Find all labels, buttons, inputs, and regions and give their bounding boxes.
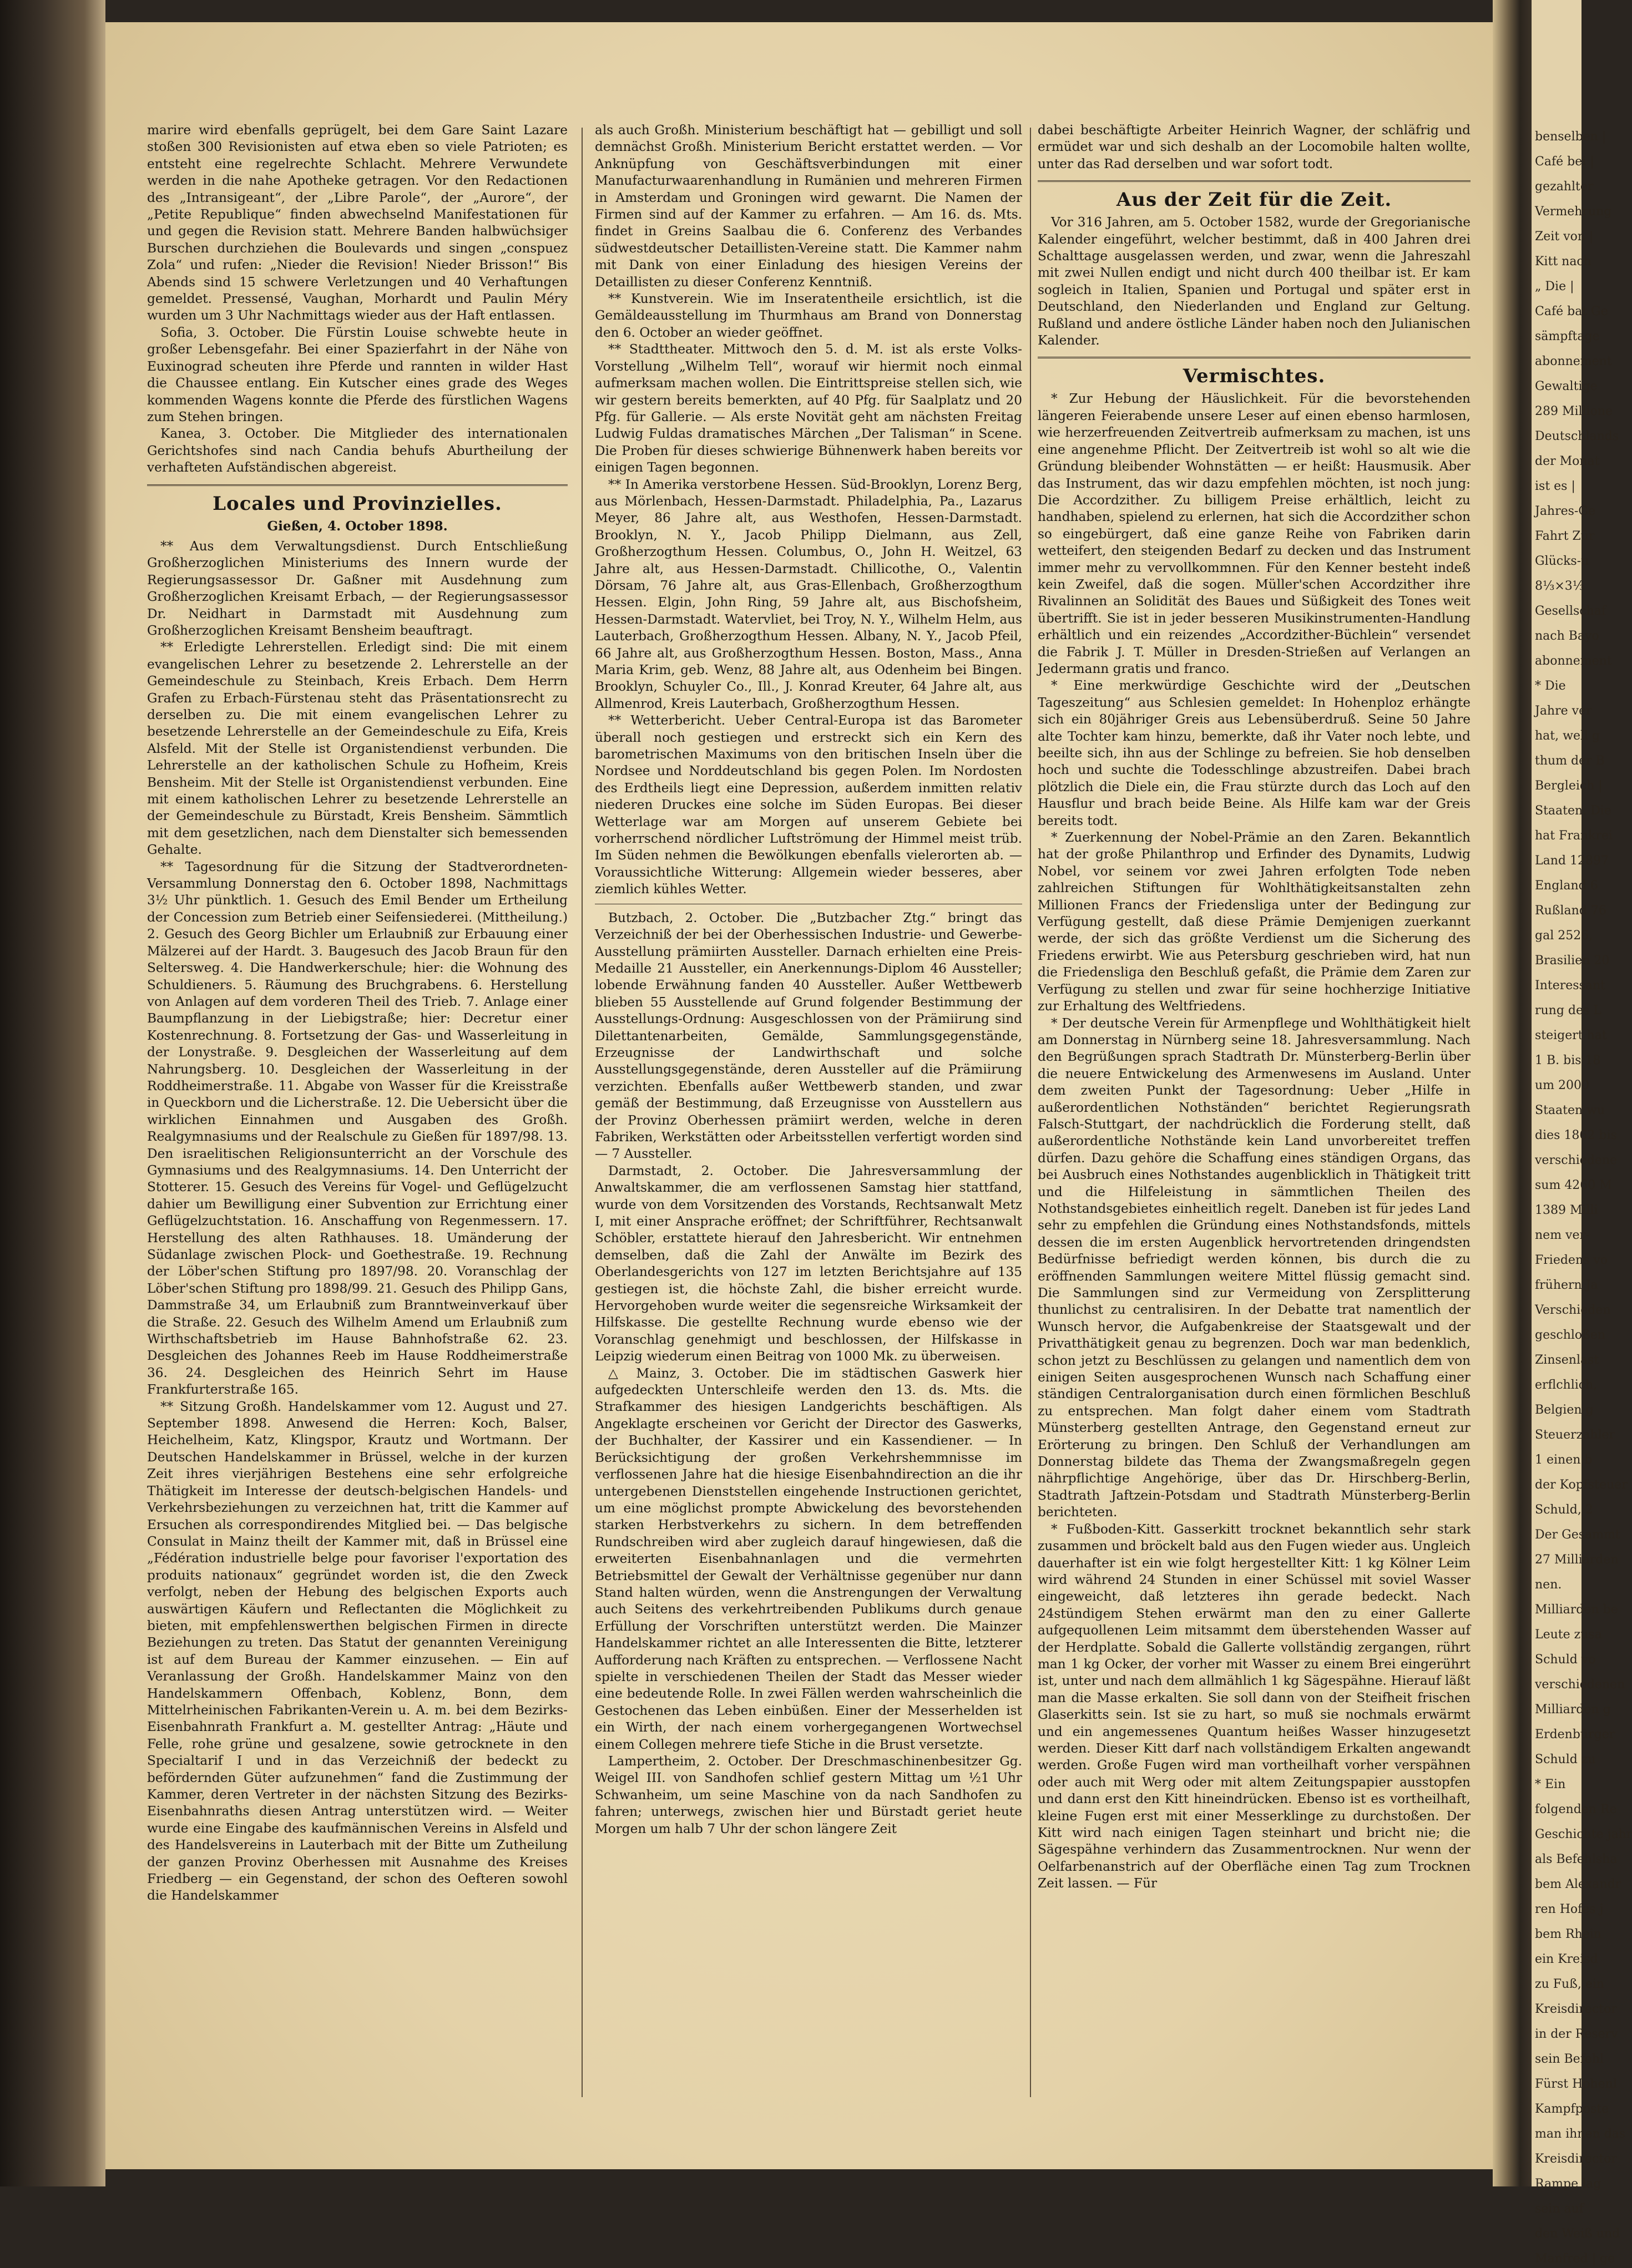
facing-page-fragment: dies 1862 bis (1535, 1128, 1617, 1142)
facing-page-fragment: abonnement (1535, 355, 1612, 368)
facing-page-fragment: der Kopfsteuer (1535, 1478, 1628, 1492)
facing-page-fragment: Verschieden (1535, 1303, 1611, 1317)
facing-page-fragment: man ihnen das (1535, 2127, 1626, 2141)
section-divider (1038, 357, 1471, 358)
facing-page-fragment: sum 4260 M (1535, 1178, 1612, 1192)
dateline: Gießen, 4. October 1898. (267, 518, 448, 534)
facing-page-fragment: Schuld vo (1535, 1653, 1596, 1667)
facing-page-fragment: nem ver- (1535, 1228, 1590, 1242)
facing-page-fragment: Kitt nach (1535, 255, 1591, 269)
facing-page-fragment: Zeit von | (1535, 230, 1594, 244)
facing-page-edge (1532, 0, 1632, 2266)
facing-page-fragment: Vermehrung (1535, 205, 1612, 219)
facing-page-fragment: Gewaltige (1535, 379, 1598, 393)
facing-page-fragment: Milliarden g (1535, 1703, 1611, 1717)
facing-page-fragment: Interessant (1535, 979, 1605, 993)
article-lampertheim-continued: dabei beschäftigte Arbeiter Heinrich Wagner, der schläfrig und ermüdet war und sich deshalb an der Locomobile halten wollte, unter das Rad derselben und war sofort todt. (1038, 123, 1471, 171)
facing-page-fragment: England 6 (1535, 879, 1598, 893)
facing-page-fragment: 1389 Milli (1535, 1203, 1598, 1217)
facing-page-fragment: Glücks-u (1535, 554, 1589, 568)
section-divider (147, 484, 568, 486)
facing-page-fragment: der Monat (1535, 454, 1600, 468)
facing-page-fragment: den Weiß und (1535, 2227, 1620, 2241)
article-haeuslichkeit: * Zur Hebung der Häuslichkeit. Für die bevorstehenden längeren Feierabende unsere Leser auf einen ebenso harmlosen, wie herzerfreuenden Zeitvertreib aufmerksam zu machen, ist uns eine angenehme Pflicht. Der Zeitvertreib ist wohl so alt wie die Gründung bleibender Wohnstätten — er heißt: Hausmusik. Aber das Instrument, das wir dazu empfehlen möchten, ist noch jung: Die Accordzither. Zu billigem Preise erhältlich, leicht zu handhaben, spielend zu erlernen, hat sich die Accordzither schon so eingebürgert, daß eine ganze Reihe von Fabriken darin wetteifert, den steigenden Bedarf zu decken und das Instrument immer mehr zu vervollkommnen. Für den Kenner besteht indeß kein Zweifel, daß die sogen. Müller'schen Accordzither ihre Rivalinnen an Solidität des Baues und Süßigkeit des Tones weit übertrifft. Sie ist in jeder besseren Musikinstrumenten-Handlung erhältlich und ein reizendes „Accordzither-Büchlein“ versendet die Fabrik J. T. Müller in Dresden-Strießen auf Verlangen an Jedermann gratis und franco. (1038, 391, 1471, 676)
facing-page-fragment: frühern Ja (1535, 1278, 1598, 1292)
section-title-vermischtes: Vermischtes. (1183, 365, 1326, 388)
section-title-locales: Locales und Provinzielles. (213, 492, 502, 515)
facing-page-fragment: nach Bayo (1535, 629, 1599, 643)
facing-page-fragment: abonnement (1535, 654, 1612, 668)
article-sofia: Sofia, 3. October. Die Fürstin Louise schwebte heute in großer Lebensgefahr. Bei einer Spazierfahrt in der Nähe von Euxinograd scheuten ihre Pferde und rannten in wilder Hast die Chaussee entlang. Ein Kutscher eines grade des Weges kommenden Wagens konnte die Pferde des fürstlichen Wagens zum Stehen bringen. (147, 325, 568, 424)
facing-page-fragment: „ Die | (1535, 280, 1574, 293)
section-title-zeit: Aus der Zeit für die Zeit. (1116, 189, 1392, 211)
facing-page-fragment: in der Reserv (1535, 2027, 1618, 2041)
facing-page-fragment: sein Befehl (1535, 2052, 1604, 2066)
facing-page-fragment: * Die (1535, 679, 1566, 693)
article-wetterbericht: ** Wetterbericht. Ueber Central-Europa ist das Barometer überall noch gestiegen und erstreckt sich ein Kern des barometrischen Maximums von den britischen Inseln über die Nordsee und Norddeutschland bis gegen Polen. Im Nordosten des Erdtheils liegt eine Depression, außerdem inmitten relativ niederen Druckes eine solche im Süden Europas. Bei dieser Wetterlage war am Morgen auf unserem Gebiete bei vorherrschend nördlicher Luftströmung der Himmel meist trüb. Im Süden nehmen die Bewölkungen ebenfalls vielerorten ab. — Voraussichtliche Witterung: Allgemein wieder besseres, aber ziemlich kühles Wetter. (595, 713, 1022, 897)
facing-page-fragment: Café bei | (1535, 155, 1594, 169)
facing-page-fragment: folgenden Re (1535, 1803, 1617, 1816)
article-fussboden-kitt: * Fußboden-Kitt. Gasserkitt trocknet bekanntlich sehr stark zusammen und bröckelt bald aus den Fugen wieder aus. Ungleich dauerhafter ist ein wie folgt hergestellter Kitt: 1 kg Kölner Leim wird während 24 Stunden in einer Schüssel mit soviel Wasser eingeweicht, daß letzteres ihn gerade bedeckt. Nach 24stündigem Stehen erwärmt man den zu einer Gallerte aufgequollenen Leim mitsammt dem überstehenden Wasser auf der Herdplatte. Sobald die Gallerte vollständig zergangen, rührt man 1 kg Ocker, der vorher mit Wasser zu einem Brei eingerührt ist, unter und nach dem allmählich 1 kg Sägespähne. Hierauf läßt man die Masse erkalten. Sie soll dann von der Steifheit frischen Glaserkitts sein. Ist sie zu hart, so muß sie nochmals erwärmt und ein angemessenes Quantum heißes Wasser hinzugesetzt werden. Dieser Kitt darf nach vollständigem Erkalten angewandt werden. Große Fugen wird man vortheilhaft vorher verspähnen oder auch mit Werg oder mit altem Zeitungspapier ausstopfen und dann erst den Kitt hineindrücken. Ebenso ist es vortheilhaft, kleine Fugen erst mit einer Messerklinge zu durchstoßen. Der Kitt wird nach einigen Tagen steinhart und bricht nie; die Sägespähne verhindern das Zusammentrocknen. Nur wenn der Oelfarbenanstrich auf der Oberfläche einen Tag zum Trocknen Zeit lassen. — Für (1038, 1521, 1471, 1891)
facing-page-fragment: verschiedenen (1535, 1678, 1625, 1692)
article-lampertheim: Lampertheim, 2. October. Der Dreschmaschinenbesitzer Gg. Weigel III. von Sandhofen schlief gestern Mittag um ½1 Uhr Schwanheim, um seine Maschine von da nach Sandhofen zu fahren; unterwegs, zwischen hier und Bürstadt geriet heute Morgen um halb 7 Uhr der schon längere Zeit (595, 1754, 1022, 1836)
facing-page-fragment: Deutschlands (1535, 429, 1619, 443)
facing-page-fragment: 289 Millione (1535, 404, 1613, 418)
facing-page-fragment: gal 2526, (1535, 929, 1593, 943)
facing-page-fragment: 1 einen b (1535, 1453, 1593, 1467)
facing-page-fragment: Bergleich | (1535, 779, 1603, 793)
facing-page-fragment: Friedens vo (1535, 1253, 1608, 1267)
column-rule (582, 128, 583, 2097)
facing-page-fragment: 8⅓×3⅓ (1535, 579, 1585, 593)
article-nobel-praemie: * Zuerkennung der Nobel-Prämie an den Zaren. Bekanntlich hat der große Philanthrop und Erfinder des Dynamits, Ludwig Nobel, vor seinem vor zwei Jahren erfolgten Tode neben zahlreichen Stiftungen für Wohlthätigkeitsanstalten zehn Millionen Francs der Friedensliga unter der Bedingung zur Verfügung gestellt, daß diese Prämie Demjenigen zuerkannt werde, der sich das größte Verdienst um die Sicherung des Friedens erwirbt. Wie aus Petersburg geschrieben wird, hat nun die Friedensliga den Beschluß gefaßt, die Prämie dem Zaren zur Verfügung zu stellen und zwar für seine hochherzige Initiative zur Erhaltung des Weltfriedens. (1038, 830, 1471, 1014)
facing-page-fragment: als Befehlsha (1535, 1852, 1618, 1866)
facing-page-fragment: erflchlich, (1535, 1378, 1598, 1392)
facing-page-fragment: sämpftage (1535, 330, 1600, 343)
facing-page-fragment: geschloßen (1535, 1328, 1606, 1342)
facing-page-fragment: Schuld, 2 (1535, 1503, 1593, 1517)
article-handelskammer: ** Sitzung Großh. Handelskammer vom 12. August und 27. September 1898. Anwesend die Herren: Koch, Balser, Heichelheim, Katz, Klingspor, Krautz und Wortmann. Der Deutschen Handelskammer in Brüssel, welche in der kurzen Zeit ihres vierjährigen Bestehens eine sehr erfolgreiche Thätigkeit im Interesse der deutsch-belgischen Handels- und Verkehrsbeziehungen zu verzeichnen hat, tritt die Kammer auf Ersuchen als correspondirendes Mitglied bei. — Das belgische Consulat in Mainz theilt der Kammer mit, daß in Brüssel eine „Fédération industrielle belge pour favoriser l'exportation des produits nationaux“ gegründet worden ist, die den Zweck verfolgt, neben der Hebung des belgischen Exports auch auswärtigen Käufern und Reflectanten die Möglichkeit zu bieten, mit empfehlenswerthen belgischen Firmen in directe Beziehungen zu treten. Das Statut der genannten Vereinigung ist auf dem Bureau der Kammer einzusehen. — Ein auf Veranlassung der Großh. Handelskammer Mainz von den Handelskammern Offenbach, Koblenz, Bonn, dem Mittelrheinischen Fabrikanten-Verein u. A. m. bei dem Bezirks-Eisenbahnrath Frankfurt a. M. gestellter Antrag: „Häute und Felle, rohe grüne und gesalzene, sowie getrocknete in den Specialtarif I und in das Verzeichniß der bedeckt zu befördernden Güter aufzunehmen“ fand die Zustimmung der Kammer, deren Vertreter in der nächsten Sitzung des Bezirks-Eisenbahnraths diesen Antrag unterstützen wird. — Weiter wurde eine Eingabe des kaufmännischen Vereins in Alsfeld und des Handelsvereins in Lauterbach mit der Bitte um Zutheilung der ganzen Provinz Oberhessen mit Ausnahme des Kreises Friedberg — ein Gegenstand, der schon des Oefteren sowohl die Handelskammer (147, 1399, 568, 1904)
facing-page-fragment: Geschichte jahr (1535, 1827, 1632, 1841)
facing-page-fragment: zu Fuß, ein (1535, 1977, 1605, 1991)
facing-page-fragment: Jahre ver (1535, 704, 1592, 718)
article-amerika-hessen: ** In Amerika verstorbene Hessen. Süd-Brooklyn, Lorenz Berg, aus Mörlenbach, Hessen-Darmstadt. Philadelphia, Pa., Lazarus Meyer, 86 Jahre alt, aus Westhofen, Hessen-Darmstadt. Brooklyn, N. Y., Jacob Philipp Dielmann, aus Zell, Großherzogthum Hessen. Columbus, O., John H. Weitzel, 63 Jahre alt, aus Hessen-Darmstadt. Chillicothe, O., Valentin Dörsam, 76 Jahre alt, aus Gras-Ellenbach, Großherzogthum Hessen. Elgin, John Ring, 59 Jahre alt, aus Bischofsheim, Hessen-Darmstadt. Watervliet, bei Troy, N. Y., Wilhelm Helm, aus Lauterbach, Großherzogthum Hessen. Albany, N. Y., Jacob Pfeil, 66 Jahre alt, aus Großherzogthum Hessen. Boston, Mass., Anna Maria Krim, geb. Wenz, 88 Jahre alt, aus Odenheim bei Bingen. Brooklyn, Schuyler Co., Ill., J. Konrad Kreuter, 64 Jahre alt, aus Allmenrod, Kreis Lauterbach, Großherzogthum Hessen. (595, 477, 1022, 711)
facing-page-fragment: Fahrt Zür (1535, 529, 1595, 543)
facing-page-fragment: Belgien g (1535, 1403, 1594, 1417)
facing-page-fragment: Land 12897 (1535, 854, 1609, 868)
facing-page-fragment: hat, well g (1535, 729, 1600, 743)
facing-page-fragment: * Ein (1535, 1778, 1566, 1791)
facing-page-fragment: rung des L (1535, 1004, 1601, 1017)
facing-page-fragment: nen. (1535, 1578, 1562, 1592)
facing-page-fragment: Café bat Ge (1535, 305, 1608, 318)
facing-page-fragment: Gesellschaf (1535, 604, 1606, 618)
facing-page-fragment: ren Hofes j (1535, 1902, 1604, 1916)
article-stadttheater: ** Stadttheater. Mittwoch den 5. d. M. ist als erste Volks-Vorstellung „Wilhelm Tell“, worauf wir hiermit noch einmal aufmerksam machen wollen. Die Eintrittspreise stellen sich, wie wir gestern bereits bemerkten, auf 40 Pfg. für Saalplatz und 20 Pfg. für Gallerie. — Als erste Novität geht am nächsten Freitag Ludwig Fuldas dramatisches Märchen „Der Talisman“ in Scene. Die Proben für dieses schwierige Bühnenwerk haben bereits vor einigen Tagen begonnen. (595, 342, 1022, 475)
facing-page-fragment: Staaten. Die (1535, 804, 1611, 818)
facing-page-fragment: Rußland 76 (1535, 904, 1606, 918)
facing-page-fragment: Kreisdirector (1535, 2152, 1617, 2166)
facing-page-fragment: 27 Milliarden (1535, 1553, 1619, 1567)
article-armenpflege: * Der deutsche Verein für Armenpflege und Wohlthätigkeit hielt am Donnerstag in Nürnberg seine 18. Jahresversammlung. Nach den Begrüßungen sprach Stadtrath Dr. Münsterberg-Berlin über die neuere Entwickelung des Armenwesens im Ausland. Unter dem zweiten Punkt der Tagesordnung: Ueber „Hilfe in außerordentlichen Nothständen“ berichtet Regierungsrath Falsch-Stuttgart, der nachdrücklich die Forderung stellt, daß außerordentliche Nothstände kein Land unvorbereitet treffen dürfen. Dazu gehöre die Schaffung eines ständigen Organs, das bei Ausbruch eines Nothstandes augenblicklich in Thätigkeit tritt und die Hilfeleistung in sämmtlichen Theilen des Nothstandsgebietes einheitlich regelt. Daneben ist für jedes Land sehr zu empfehlen die Gründung eines Nothstandsfonds, mittels dessen die im ersten Augenblick hervortretenden dringendsten Bedürfnisse befriedigt werden können, bis durch die zu eröffnenden Sammlungen weitere Mittel flüssig gemacht sind. Die Sammlungen sind zur Vermeidung von Zersplitterung thunlichst zu centralisiren. In der Debatte trat namentlich der Wunsch hervor, die Aufgabenkreise der Staatsgewalt und der Privatthätigkeit genau zu begrenzen. Doch war man bedenklich, schon jetzt zu Beschlüssen zu gelangen und namentlich dem von einigen Seiten ausgesprochenen Wunsch nach Schaffung einer ständigen Centralorganisation durch einen förmlichen Beschluß zu entsprechen. Man folgt daher einem vom Stadtrath Münsterberg gestellten Antrage, den Gegenstand erneut zur Erörterung zu bringen. Den Schluß der Verhandlungen am Donnerstag bildete das Thema der Zwangsmaßregeln gegen nährpflichtige Angehörige, über das Dr. Hirschberg-Berlin, Stadtrath Jaftzein-Potsdam und Stadtrath Münsterberg-Berlin berichteten. (1038, 1015, 1471, 1520)
article-kunstverein: ** Kunstverein. Wie im Inseratentheile ersichtlich, ist die Gemäldeausstellung im Thurmhaus am Brand von Donnerstag den 6. October an wieder geöffnet. (595, 291, 1022, 340)
facing-page-fragment: Jahres-Ge (1535, 504, 1595, 518)
facing-page-fragment: benselben | (1535, 130, 1606, 144)
column-rule (1030, 128, 1031, 2097)
facing-page-fragment: Der Gesammt (1535, 1528, 1620, 1542)
facing-page-fragment: Kreisdirector (1535, 2002, 1617, 2016)
facing-page-fragment: Staaten wu (1535, 1103, 1605, 1117)
article-gregorian-calendar: Vor 316 Jahren, am 5. October 1582, wurde der Gregorianische Kalender eingeführt, welcher bestimmt, daß in 400 Jahren drei Schalttage ausgelassen werden, und zwar, wenn die Jahreszahl mit zwei Nullen endigt und nicht durch 400 theilbar ist. Er kam sogleich in Italien, Spanien und Portugal und später erst in Deutschland, den Niederlanden und England zur Geltung. Rußland und andere östliche Länder haben noch den Julianischen Kalender. (1038, 215, 1471, 348)
facing-page-fragment: steigert hat (1535, 1029, 1607, 1042)
facing-page-fragment: Schuld zu (1535, 1753, 1596, 1766)
facing-page-fragment: verschiedene (1535, 1153, 1618, 1167)
article-darmstadt: Darmstadt, 2. October. Die Jahresversammlung der Anwaltskammer, die am verflossenen Samstag hier stattfand, wurde von dem Vorsitzenden des Vorstands, Rechtsanwalt Metz I, mit einer Ansprache eröffnet; der Schriftführer, Rechtsanwalt Schöbler, erstattete hierauf den Jahresbericht. Wir entnehmen demselben, daß die Zahl der Anwälte im Bezirk des Oberlandesgerichts von 127 im letzten Berichtsjahre auf 135 gestiegen ist, die höchste Zahl, die bisher erreicht wurde. Hervorgehoben wurde weiter die segensreiche Wirksamkeit der Hilfskasse. Die gestellte Rechnung wurde ebenso wie der Voranschlag genehmigt und beschlossen, der Hilfskasse in Leipzig wiederum einen Beitrag von 1000 Mk. zu überweisen. (595, 1163, 1022, 1364)
article-lehrerstellen: ** Erledigte Lehrerstellen. Erledigt sind: Die mit einem evangelischen Lehrer zu besetzende 2. Lehrerstelle an der Gemeindeschule zu Steinbach, Kreis Erbach. Dem Herrn Grafen zu Erbach-Fürstenau steht das Präsentationsrecht zu derselben zu. Die mit einem evangelischen Lehrer zu besetzende Lehrerstelle an der Gemeindeschule zu Eifa, Kreis Alsfeld. Mit der Stelle ist Organistendienst verbunden. Die Lehrerstelle an der katholischen Schule zu Hofheim, Kreis Bensheim. Mit der Stelle ist Organistendienst verbunden. Eine mit einem katholischen Lehrer zu besetzende Lehrerstelle an der Gemeindeschule zu Bürstadt, Kreis Bensheim. Sämmtlich mit dem gesetzlichen, nach dem Dienstalter sich bemessenden Gehalte. (147, 640, 568, 858)
facing-page-fragment: Milliarden be (1535, 1603, 1618, 1617)
article-butzbach: Butzbach, 2. October. Die „Butzbacher Ztg.“ bringt das Verzeichniß der bei der Oberhessischen Industrie- und Gewerbe-Ausstellung prämiirten Aussteller. Darnach erhielten eine Preis-Medaille 21 Aussteller, ein Anerkennungs-Diplom 46 Aussteller; lobende Erwähnung fanden 40 Aussteller. Außer Wettbewerb blieben 55 Ausstellende auf Grund folgender Bestimmung der Ausstellungs-Ordnung: Ausgeschlossen von der Prämiirung sind Dilettantenarbeiten, Gemälde, Sammlungsgegenstände, Erzeugnisse der Landwirthschaft und solche Ausstellungsgegenstände, deren Aussteller auf die Prämiirung verzichten. Ebenfalls außer Wettbewerb standen, und zwar gemäß der Bestimmung, daß Erzeugnisse von Ausstellern aus der Provinz Oberhessen prämiirt werden, welche in deren Fabriken, Werkstätten oder Arbeitsstellen verfertigt worden sind — 7 Aussteller. (595, 910, 1022, 1162)
article-kanea: Kanea, 3. October. Die Mitglieder des internationalen Gerichtshofes sind nach Candia behufs Aburtheilung der verhafteten Aufständischen abgereist. (147, 426, 568, 475)
article-geschichte: * Eine merkwürdige Geschichte wird der „Deutschen Tageszeitung“ aus Schlesien gemeldet: In Hohenploz erhängte sich ein 80jähriger Greis aus Lebensüberdruß. Seine 50 Jahre alte Tochter kam hinzu, bemerkte, daß ihr Vater noch lebte, und beeilte sich, ihn aus der Schlinge zu befreien. Sie hob denselben hoch und suchte die Todesschlinge abzustreifen. Dabei brach plötzlich die Diele ein, die Frau stürzte durch das Loch auf den Hausflur und brach beide Beine. Als Hilfe kam war der Greis bereits todt. (1038, 678, 1471, 828)
article-mainz: △ Mainz, 3. October. Die im städtischen Gaswerk hier aufgedeckten Unterschleife werden den 13. ds. Mts. die Strafkammer des hiesigen Landgerichts beschäftigen. Als Angeklagte erscheinen vor Gericht der Director des Gaswerks, der Buchhalter, der Kassirer und ein Kassendiener. — In Berücksichtigung der großen Verkehrshemmnisse im verflossenen Jahre hat die hiesige Eisenbahndirection an die ihr untergebenen Dienststellen eingehende Instructionen gerichtet, um eine möglichst prompte Abwickelung des bevorstehenden starken Herbstverkehrs zu sichern. In dem betreffenden Rundschreiben wird aber zugleich darauf hingewiesen, daß die erweiterten Eisenbahnanlagen und die vermehrten Betriebsmittel der Gewalt der Verhältnisse gegenüber nur dann Stand halten würden, wenn die Anstrengungen der Verwaltung auch Seitens des verkehrtreibenden Publikums durch genaue Erfüllung der Vorschriften unterstützt werden. Die Mainzer Handelskammer richtet an alle Interessenten die Bitte, letzterer Aufforderung nach Kräften zu entsprechen. — Verflossene Nacht spielte in verschiedenen Theilen der Stadt das Messer wieder eine bedeutende Rolle. In zwei Fällen werden wahrscheinlich die Gestochenen das Leben einbüßen. Einer der Messerhelden ist ein Wirth, der nach einem vorhergegangenen Wortwechsel einem Collegen mehrere tiefe Stiche in die Brust versetzte. (595, 1365, 1022, 1752)
column-3 (1038, 122, 1471, 2097)
article-verwaltungsdienst: ** Aus dem Verwaltungsdienst. Durch Entschließung Großherzoglichen Ministeriums des Innern wurde der Regierungsassessor Dr. Gaßner mit Ausdehnung zum Großherzoglichen Kreisamt Erbach, — der Regierungsassessor Dr. Neidhart in Darmstadt mit Ausdehnung zum Großherzoglichen Kreisamt Bensheim beauftragt. (147, 538, 568, 638)
facing-page-fragment: thum der B (1535, 754, 1605, 768)
section-divider (1038, 180, 1471, 182)
column-2 (595, 122, 1022, 2097)
facing-page-fragment: bem Rhein (1535, 1927, 1601, 1941)
facing-page-fragment: Erdenbürger (1535, 1728, 1615, 1742)
article-tagesordnung: ** Tagesordnung für die Sitzung der Stadtverordneten-Versammlung Donnerstag den 6. October 1898, Nachmittags 3½ Uhr pünktlich. 1. Gesuch des Emil Bender um Ertheilung der Concession zum Betrieb einer Seifensiederei. (Mittheilung.) 2. Gesuch des Georg Bichler um Erlaubniß zur Erbauung einer Mälzerei auf der Hardt. 3. Baugesuch des Jacob Braun für den Seltersweg. 4. Die Handwerkerschule; hier: die Wohnung des Schuldieners. 5. Räumung des Bruchgrabens. 6. Herstellung von Anlagen auf dem vorderen Theil des Trieb. 7. Anlage einer Baumpflanzung in der Liebigstraße; hier: Decretur einer Kostenrechnung. 8. Fortsetzung der Gas- und Wasserleitung in der Lonystraße. 9. Desgleichen der Wasserleitung auf dem Nahrungsberg. 10. Desgleichen der Wasserleitung in der Roddheimerstraße. 11. Abgabe von Wasser für die Kreisstraße in Queckborn und die Licherstraße. 12. Die Uebersicht über die wirklichen Einnahmen und Ausgaben des Großh. Realgymnasiums und der Realschule zu Gießen für 1897/98. 13. Den israelitischen Religionsunterricht an der Vorschule des Gymnasiums und des Realgymnasiums. 14. Den Unterricht der Stotterer. 15. Gesuch des Vereins für Vogel- und Geflügelzucht dahier um Bewilligung einer Subvention zur Errichtung einer Geflügelzuchtstation. 16. Anschaffung von Regenmessern. 17. Herstellung des alten Rathhauses. 18. Umänderung der Südanlage zwischen Plock- und Goethestraße. 19. Rechnung der Löber'schen Stiftung pro 1897/98. 20. Voranschlag der Löber'schen Stiftung pro 1898/99. 21. Gesuch des Philipp Gans, Dammstraße 34, um Erlaubniß zum Branntweinverkauf über die Straße. 22. Gesuch des Wilhelm Amend um Erlaubniß zum Wirthschaftsbetrieb im Hause Bahnhofstraße 62. 23. Desgleichen des Johannes Reeb im Hause Roddheimerstraße 36. 24. Desgleichen des Heinrich Sehrt im Hause Frankfurterstraße 165. (147, 859, 568, 1398)
facing-page-fragment: Steuerzahler (1535, 1428, 1615, 1442)
facing-page-fragment: Fürst Hohenl (1535, 2077, 1617, 2091)
facing-page-fragment: Kampfposte (1535, 2102, 1609, 2116)
facing-page-fragment: ein Kreisd (1535, 1952, 1598, 1966)
facing-page-fragment: um 2000 (1535, 1079, 1590, 1092)
facing-page-fragment: hat Frankrei (1535, 829, 1613, 843)
facing-page-fragment: ist es | (1535, 479, 1575, 493)
article-paris-continued: marire wird ebenfalls geprügelt, bei dem Gare Saint Lazare stoßen 300 Revisionisten auf etwa eben so viele Patrioten; es entsteht eine regelrechte Schlacht. Mehrere Verwundete werden in die nahe Apotheke getragen. Vor den Redactionen des „Intransigeant“, der „Libre Parole“, der „Aurore“, der „Petite Republique“ finden abwechselnd Manifestationen für und gegen die Revision statt. Mehrere Banden halbwüchsiger Burschen durchziehen die Boulevards und singen „conspuez Zola“ und rufen: „Nieder die Revision! Nieder Brisson!“ Bis Abends sind 15 schwere Verletzungen und 40 Verhaftungen gemeldet. Pressensé, Vaughan, Morhardt und Paulin Méry wurden um 3 Uhr Nachmittags wieder aus der Haft entlassen. (147, 123, 568, 323)
facing-page-fragment: Brasilien 20 (1535, 954, 1610, 968)
column-1 (147, 122, 568, 2097)
facing-page-fragment: gezahlter (1535, 180, 1594, 194)
facing-page-fragment: 1 B. bis 18 (1535, 1054, 1601, 1067)
book-spine-left (0, 0, 105, 2186)
facing-page-fragment: Rampe lag (1535, 2177, 1601, 2191)
book-gutter (1493, 0, 1532, 2186)
facing-page-fragment: bem Alexandr (1535, 1877, 1621, 1891)
facing-page-fragment: sein auf (1535, 2202, 1584, 2216)
article-handelskammer-continued: als auch Großh. Ministerium beschäftigt hat — gebilligt und soll demnächst Großh. Ministerium Bericht erstattet werden. — Vor Anknüpfung von Geschäftsverbindungen mit einer Manufacturwaarenhandlung in Rumänien und mehreren Firmen in Amsterdam und Groningen wird gewarnt. Die Namen der Firmen sind auf der Kammer zu erfahren. — Am 16. ds. Mts. findet in Greins Saalbau die 6. Conferenz des Verbandes südwestdeutscher Detaillisten-Vereine statt. Die Kammer nahm mit Dank von einer Einladung des hiesigen Vereins der Detaillisten zu dieser Conferenz Kenntniß. (595, 123, 1022, 290)
facing-page-fragment: Leute zusa (1535, 1628, 1602, 1642)
facing-page-fragment: Manfred | ge (1535, 2252, 1615, 2266)
facing-page-fragment: Zinsenlast (1535, 1353, 1599, 1367)
